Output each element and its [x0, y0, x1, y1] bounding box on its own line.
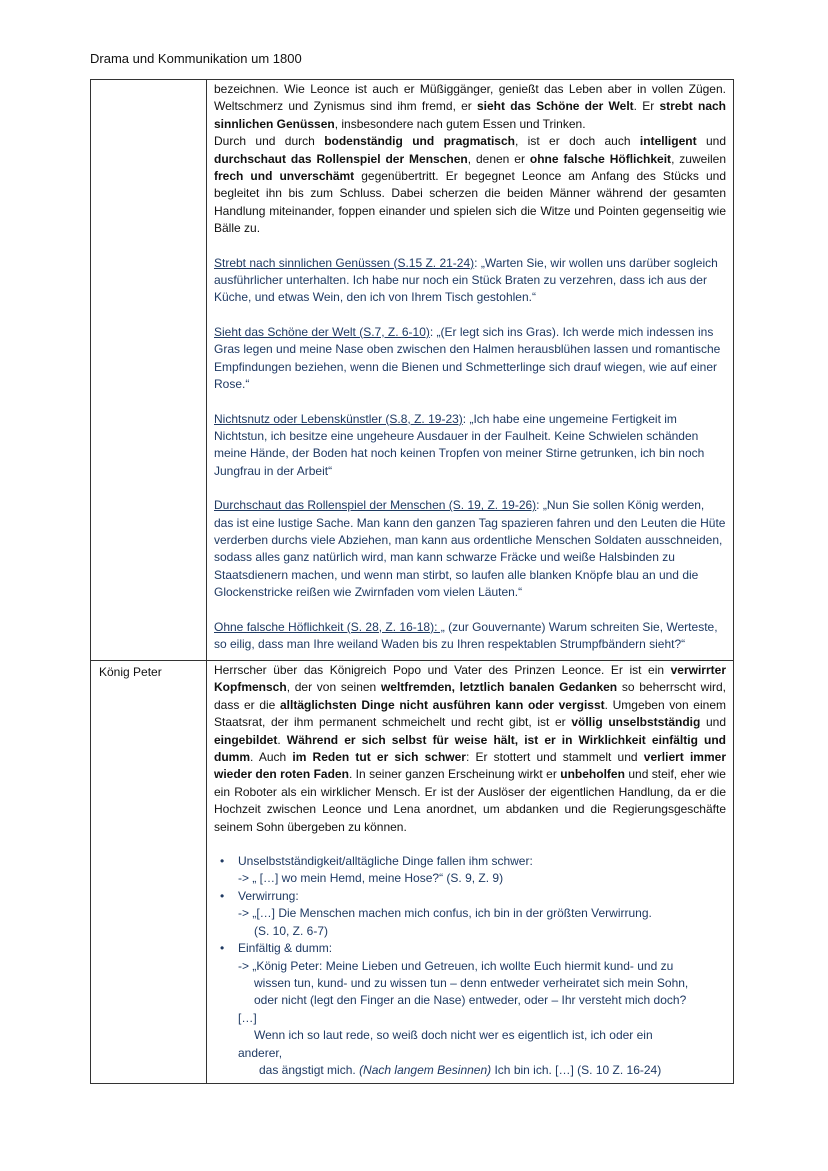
quote-item — [214, 255, 726, 307]
quote-reference: Strebt nach sinnlichen Genüssen (S.15 Z. 21-24) — [214, 255, 475, 270]
list-item — [214, 853, 726, 888]
emphasis-text: durchschaut das Rollenspiel der Menschen — [214, 151, 468, 166]
body-text: . Er — [633, 99, 660, 114]
body-text: . — [277, 732, 287, 747]
body-text: bezeichnen. Wie Leonce ist auch er Müßiggänger, genießt das Leben aber in vollen Zügen. Weltschmerz und Zynismus sind ihm fremd, er — [214, 82, 726, 114]
body-text: , ist er doch auch — [514, 134, 640, 149]
emphasis-text: im Reden tut er sich schwer — [292, 750, 466, 765]
ellipsis-line: […] — [238, 1010, 257, 1025]
quote-reference: Durchschaut das Rollenspiel der Menschen (S. 19, Z. 19-26) — [214, 498, 537, 513]
character-name: König Peter — [99, 665, 162, 679]
body-text: , insbesondere nach gutem Essen und Trinken. — [334, 116, 586, 131]
body-text: . Umgeben von einem Staatsrat, der ihm permanent schmeichelt und recht gibt, ist er — [214, 697, 726, 730]
quote-item — [214, 497, 726, 601]
quote-text: : „Ich habe eine ungemeine Fertigkeit im Nichtstun, ich besitze eine ungeheure Ausdauer in der Faulheit. Keine Schwielen schänden meine Hände, der Boden hat noch keinen Tropfen von meiner Stirne getrunken, ich bin noch Jungfrau in der Arbeit“ — [214, 411, 705, 478]
body-text: . Auch — [250, 750, 293, 765]
list-item-label: • Einfältig & dumm: — [238, 941, 333, 956]
page-header: Drama und Kommunikation um 1800 — [90, 51, 302, 66]
quote-text: : „Warten Sie, wir wollen uns darüber sogleich ausführlicher unterhalten. Ich habe nur noch ein Stück Braten zu verzehren, dass ich aus der Küche, und etwas Wein, den ich von Ihrem Tisch gestohlen.“ — [214, 255, 718, 305]
quote-line: anderer, — [238, 1045, 283, 1060]
quote-text: : „Nun Sie sollen König werden, das ist eine lustige Sache. Man kann den ganzen Tag spazieren fahren und den Leuten die Hüte verderben durchs viele Abziehen, man kann aus ordentliche Menschen Soldaten ausschneiden, sodass alles ganz natürlich wird, man kann schwarze Fräcke und weiße Halsbinden zu Staatsdienern machen, und wenn man stirbt, so laufen alle blanken Knöpfe blau an und die Glockenstricke reißen wie Zwirnfaden vom vielen Läuten.“ — [214, 498, 726, 600]
body-text: so beherrscht wird, dass er die — [214, 680, 726, 712]
emphasis-text: intelligent — [639, 134, 697, 149]
body-text: gegenübertritt. Er begegnet Leonce am Anfang des Stücks und begleitet ihn bis zum Schluss. Dabei scherzen die beiden Männer während der gesamten Handlung miteinander, foppen einander und spielen sich die Witze und Pointen gegenseitig wie Bälle zu. — [214, 169, 727, 236]
character-description-cell — [207, 80, 734, 661]
character-description — [214, 662, 726, 836]
quote-text: das ängstigt mich. — [259, 1062, 360, 1077]
quote-line: -> „[…] Die Menschen machen mich confus, ich bin in der größten Verwirrung. — [238, 906, 652, 921]
character-name-cell — [91, 661, 207, 1084]
stage-direction: (Nach langem Besinnen) — [359, 1062, 492, 1077]
quote-item — [214, 411, 726, 481]
emphasis-text: unbeholfen — [560, 767, 625, 782]
character-name — [91, 80, 206, 88]
body-text: , der von seinen — [286, 680, 381, 695]
character-name-cell — [91, 80, 207, 661]
list-item-label: • Verwirrung: — [238, 888, 299, 903]
quote-line: -> „ […] wo mein Hemd, meine Hose?“ (S. 9, Z. 9) — [238, 871, 504, 886]
quote-line: Wenn ich so laut rede, so weiß doch nicht wer es eigentlich ist, ich oder ein — [254, 1028, 653, 1043]
emphasis-text: ohne falsche Höflichkeit — [529, 151, 672, 166]
body-text: . In seiner ganzen Erscheinung wirkt er — [348, 767, 561, 782]
character-description-cell — [207, 661, 734, 1084]
emphasis-text: frech und unverschämt — [214, 169, 355, 184]
quote-reference: Nichtsnutz oder Lebenskünstler (S.8, Z. 19-23) — [214, 411, 463, 426]
quote-text: Ich bin ich. […] (S. 10 Z. 16-24) — [491, 1062, 662, 1077]
emphasis-text: alltäglichsten Dinge nicht ausführen kann oder vergisst — [280, 697, 605, 712]
quote-line: wissen tun, kund- und zu wissen tun – denn entweder verheiratet sich mein Sohn, — [254, 975, 689, 990]
quote-text: (zur Gouvernante) Warum schreiten Sie, Werteste, so eilig, dass man Ihre weiland Waden bis zu Ihren respektablen Strumpfbändern sieht?“ — [214, 619, 718, 651]
body-text: Herrscher über das Königreich Popo und Vater des Prinzen Leonce. Er ist ein — [214, 663, 671, 677]
body-text: und steif, eher wie ein Roboter als ein wirklicher Mensch. Er ist der Auslöser der eigentlichen Handlung, da er die Hochzeit zwischen Leonce und Lena anordnet, um abdanken und die Regierungsgeschäfte seinem Sohn übergeben zu können. — [214, 767, 726, 834]
quote-line — [214, 1062, 726, 1079]
body-text: , zuweilen — [671, 151, 727, 166]
list-item — [214, 888, 726, 940]
quote-list — [214, 238, 726, 654]
quote-line: oder nicht (legt den Finger an die Nase) entweder, oder – Ihr versteht mich doch? — [254, 993, 687, 1008]
emphasis-text: Während er sich selbst für weise hält, ist er in Wirklichkeit einfältig und dumm — [214, 732, 726, 765]
body-text: und — [696, 134, 726, 149]
emphasis-text: sieht das Schöne der Welt — [477, 99, 634, 114]
emphasis-text: bodenständig und pragmatisch — [324, 134, 515, 149]
quote-item — [214, 324, 726, 394]
quote-line: -> „König Peter: Meine Lieben und Getreuen, ich wollte Euch hiermit kund- und zu — [238, 958, 674, 973]
body-text: Durch und durch — [214, 134, 325, 149]
emphasis-text: verwirrter Kopfmensch — [214, 663, 726, 695]
quote-continuation — [214, 1010, 726, 1080]
quote-text: : „(Er legt sich ins Gras). Ich werde mich indessen ins Gras legen und meine Nase oben zwischen den Halmen herausblühen lassen und romantische Empfindungen beziehen, wenn die Bienen und Schmetterlinge sich drauf wiegen, wie auf einer Rose.“ — [214, 324, 721, 392]
character-description — [214, 81, 726, 238]
quote-reference: Ohne falsche Höflichkeit (S. 28, Z. 16-18): „ — [214, 619, 445, 634]
list-item-label: • Unselbstständigkeit/alltägliche Dinge fallen ihm schwer: — [238, 854, 533, 869]
body-text: : Er stottert und stammelt und — [465, 750, 644, 765]
quote-reference: Sieht das Schöne der Welt (S.7, Z. 6-10) — [214, 324, 430, 339]
emphasis-text: eingebildet — [214, 732, 278, 747]
evidence-list — [214, 853, 726, 1010]
emphasis-text: verliert immer wieder den roten Faden — [214, 750, 726, 782]
body-text: , denen er — [467, 151, 530, 166]
character-table — [90, 79, 734, 1084]
emphasis-text: völlig unselbstständig — [571, 715, 701, 730]
quote-line: (S. 10, Z. 6-7) — [254, 923, 329, 938]
list-item — [214, 940, 726, 1010]
body-text: und — [700, 715, 726, 730]
quote-item — [214, 619, 726, 654]
emphasis-text: weltfremden, letztlich banalen Gedanken — [380, 680, 618, 695]
table-row — [91, 80, 734, 661]
table-row — [91, 661, 734, 1084]
emphasis-text: strebt nach sinnlichen Genüssen — [214, 99, 726, 131]
